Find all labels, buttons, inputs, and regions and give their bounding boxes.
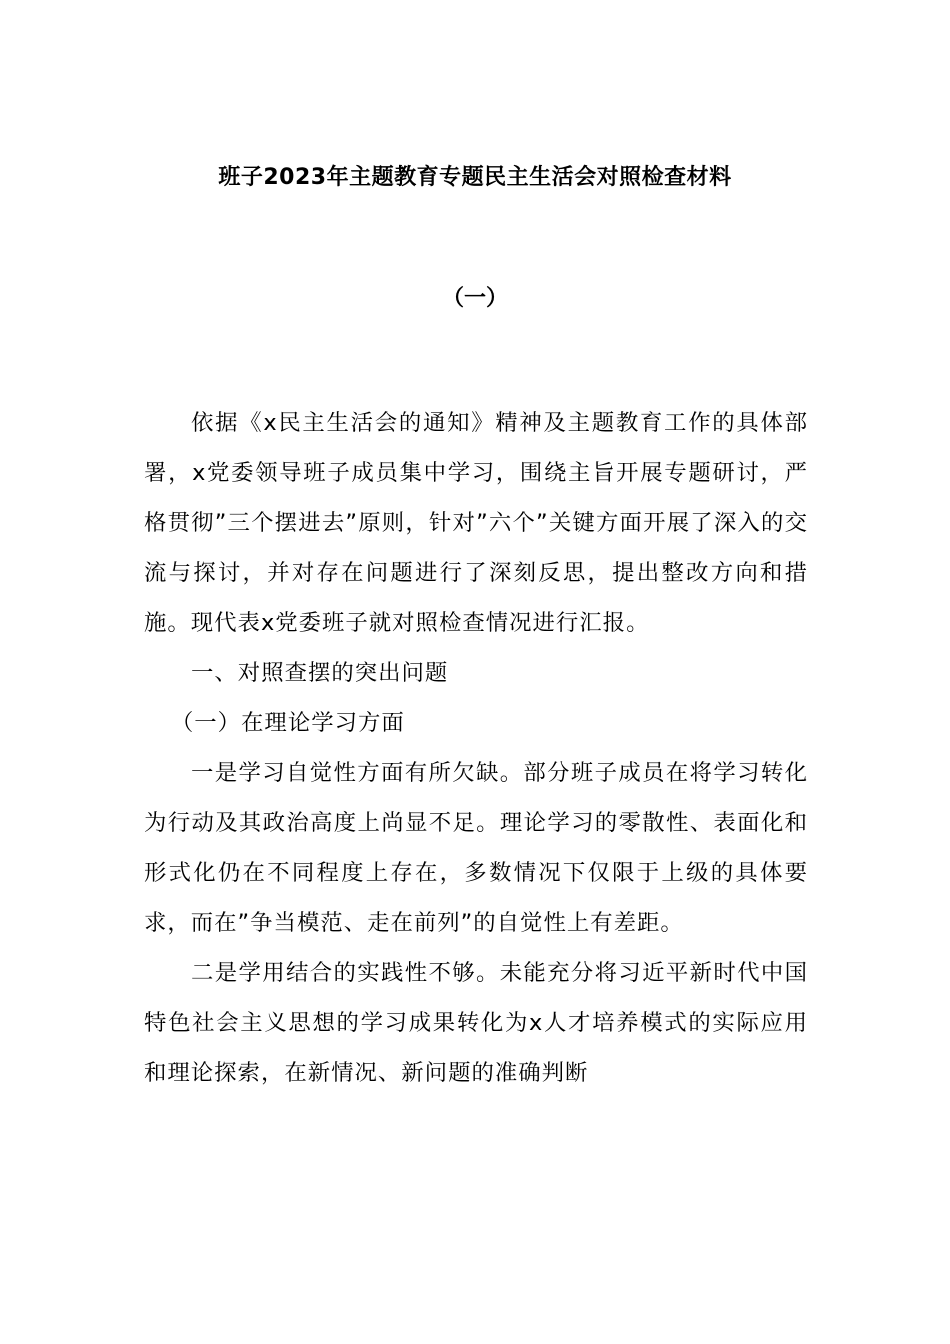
point-one-paragraph: 一是学习自觉性方面有所欠缺。部分班子成员在将学习转化为行动及其政治高度上尚显不足。理论学习的零散性、表面化和形式化仍在不同程度上存在，多数情况下仅限于上级的具体要求，而在”争当模范、走在前列”的自觉性上有差距。 (144, 760, 808, 936)
point-two-paragraph: 二是学用结合的实践性不够。未能充分将习近平新时代中国特色社会主义思想的学习成果转化为x人才培养模式的实际应用和理论探索，在新情况、新问题的准确判断 (144, 960, 808, 1086)
document-body (144, 398, 808, 1098)
heading-problems: 一、对照查摆的突出问题 (191, 660, 449, 686)
document-title: 班子2023年主题教育专题民主生活会对照检查材料 (218, 165, 732, 190)
intro-paragraph: 依据《x民主生活会的通知》精神及主题教育工作的具体部署，x党委领导班子成员集中学习，围绕主旨开展专题研讨，严格贯彻”三个摆进去”原则，针对”六个”关键方面开展了深入的交流与探讨，并对存在问题进行了深刻反思，提出整改方向和措施。现代表x党委班子就对照检查情况进行汇报。 (144, 410, 808, 636)
subheading-theory-study: （一）在理论学习方面 (170, 710, 405, 736)
section-number: （一） (441, 286, 508, 311)
